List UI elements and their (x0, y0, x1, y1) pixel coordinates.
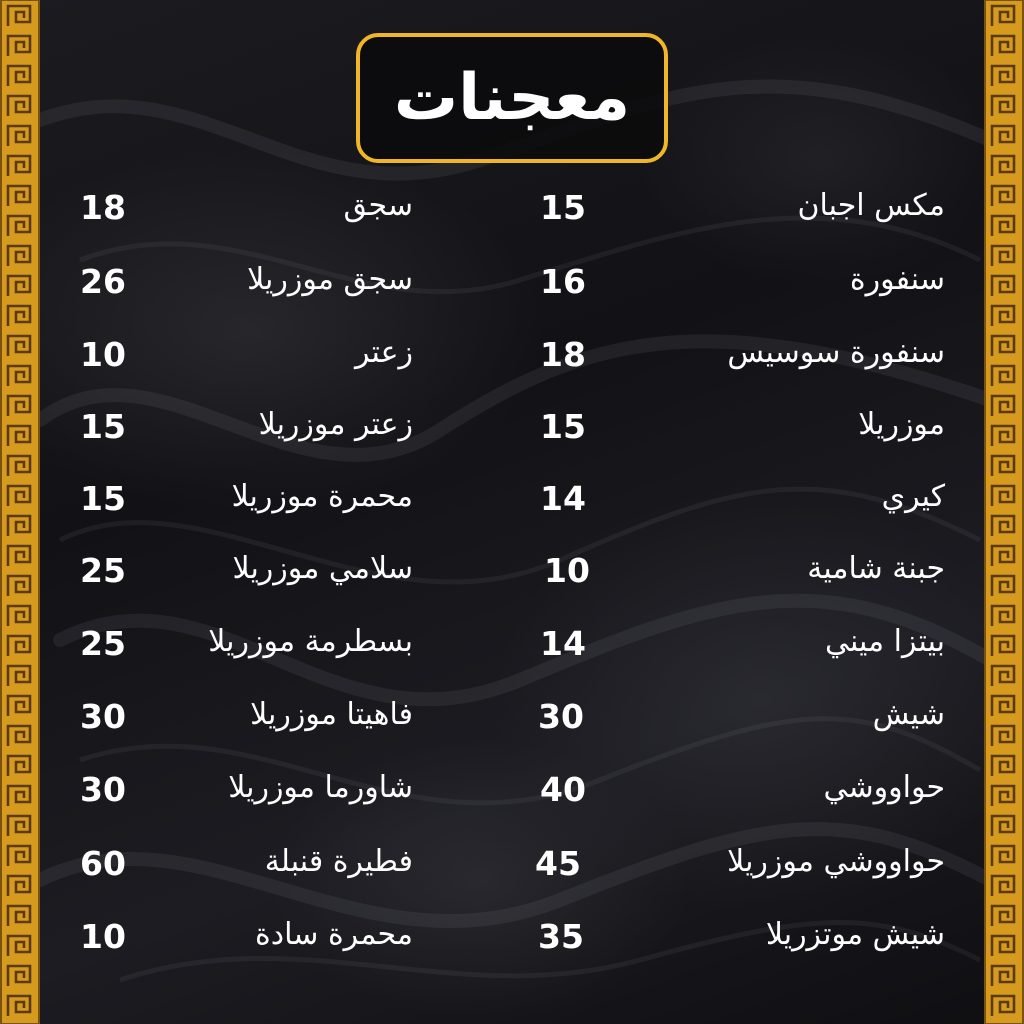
item-name: كيري (881, 479, 945, 514)
title-frame (356, 33, 668, 163)
item-name: فطيرة قنبلة (264, 844, 413, 879)
item-price: 18 (80, 188, 126, 227)
item-price: 15 (540, 188, 586, 227)
menu-item (80, 917, 413, 977)
item-name: محمرة سادة (255, 917, 413, 952)
item-price: 40 (540, 770, 586, 809)
item-name: سنفورة سوسيس (727, 335, 945, 370)
item-price: 35 (538, 917, 584, 956)
item-name: سلامي موزريلا (232, 551, 413, 586)
item-price: 30 (80, 697, 126, 736)
menu-item (520, 770, 945, 830)
item-price: 16 (540, 262, 586, 301)
menu-item (520, 407, 945, 467)
item-price: 25 (80, 551, 126, 590)
menu-item (520, 697, 945, 757)
menu-item (520, 479, 945, 539)
menu-item (80, 844, 413, 904)
item-name: موزريلا (858, 407, 945, 442)
item-price: 60 (80, 844, 126, 883)
item-price: 15 (540, 407, 586, 446)
item-price: 10 (80, 917, 126, 956)
item-price: 45 (535, 844, 581, 883)
item-name: جبنة شامية (807, 551, 945, 586)
left-column (80, 178, 413, 998)
item-price: 14 (540, 624, 586, 663)
item-price: 15 (80, 407, 126, 446)
menu-item (80, 188, 413, 248)
greek-key-border-right (984, 0, 1024, 1024)
menu-item (80, 479, 413, 539)
menu-item (80, 697, 413, 757)
item-name: شيش (872, 697, 945, 732)
item-name: شيش موتزريلا (765, 917, 945, 952)
right-column (520, 178, 945, 998)
menu-item (520, 262, 945, 322)
menu-item (80, 407, 413, 467)
item-name: حواووشي (823, 770, 945, 805)
item-name: محمرة موزريلا (231, 479, 413, 514)
item-price: 15 (80, 479, 126, 518)
item-name: بيتزا ميني (824, 624, 945, 659)
item-name: مكس اجبان (797, 188, 945, 223)
menu-item (80, 770, 413, 830)
menu-item (520, 335, 945, 395)
item-name: حواووشي موزريلا (727, 844, 945, 879)
greek-key-border-left (0, 0, 40, 1024)
item-name: شاورما موزريلا (228, 770, 413, 805)
menu-item (520, 624, 945, 684)
item-name: بسطرمة موزريلا (208, 624, 413, 659)
menu-item (80, 262, 413, 322)
item-name: زعتر (355, 335, 413, 370)
item-price: 30 (538, 697, 584, 736)
menu-item (80, 624, 413, 684)
menu-item (80, 335, 413, 395)
menu-item (520, 188, 945, 248)
item-price: 26 (80, 262, 126, 301)
menu-item (520, 917, 945, 977)
menu-title: معجنات (393, 61, 631, 135)
item-name: فاهيتا موزريلا (250, 697, 413, 732)
item-price: 14 (540, 479, 586, 518)
item-name: سجق موزريلا (247, 262, 413, 297)
item-price: 10 (544, 551, 590, 590)
item-name: سجق (343, 188, 413, 223)
item-price: 18 (540, 335, 586, 374)
item-price: 10 (80, 335, 126, 374)
item-name: زعتر موزريلا (258, 407, 413, 442)
menu-item (80, 551, 413, 611)
item-name: سنفورة (849, 262, 945, 297)
item-price: 30 (80, 770, 126, 809)
item-price: 25 (80, 624, 126, 663)
menu-item (520, 844, 945, 904)
menu-item (520, 551, 945, 611)
